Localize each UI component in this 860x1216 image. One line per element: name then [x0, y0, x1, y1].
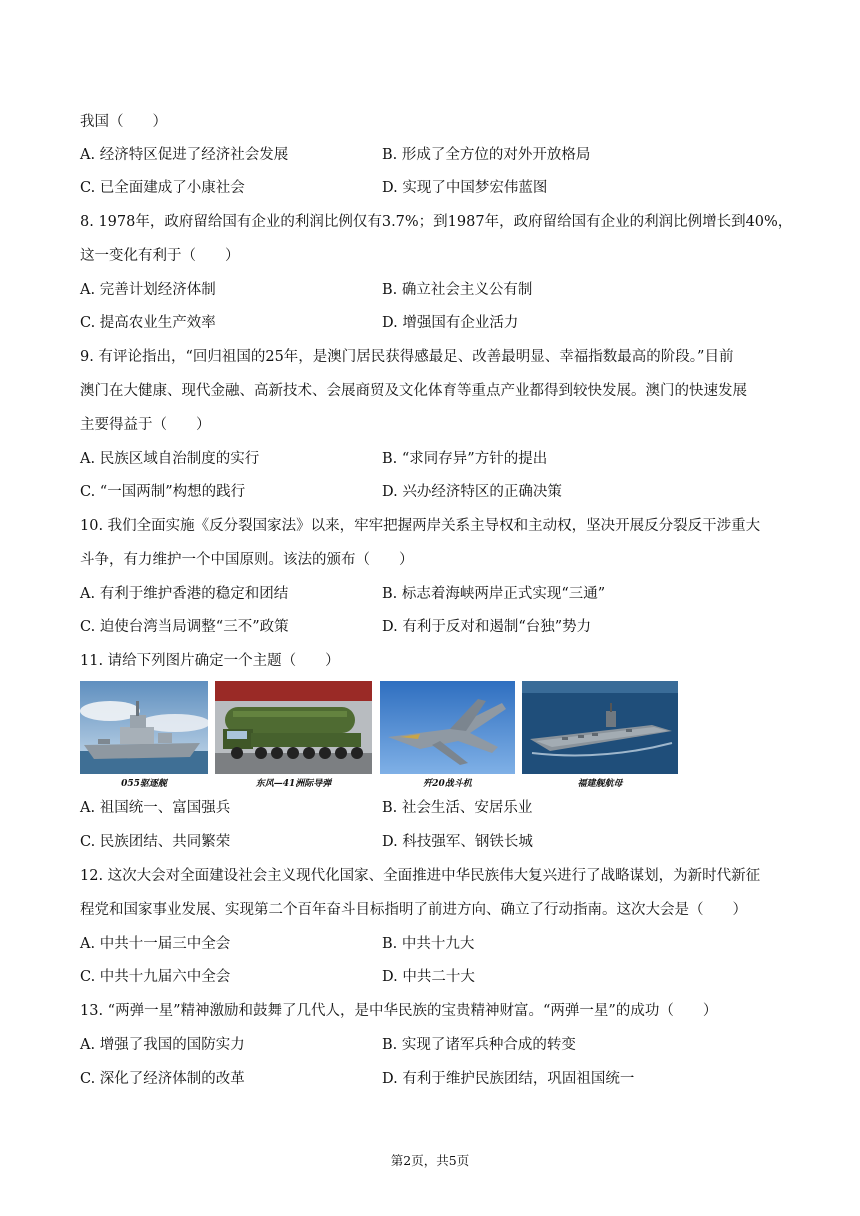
destroyer-ship-icon — [80, 681, 208, 774]
q11-option-a[interactable]: A. 祖国统一、富国强兵 — [80, 800, 231, 816]
q11-image-3 — [380, 681, 515, 789]
q10-option-a[interactable]: A. 有利于维护香港的稳定和团结 — [80, 586, 289, 602]
page-footer: 第2页，共5页 — [390, 1153, 470, 1168]
q7-option-d[interactable]: D. 实现了中国梦宏伟蓝图 — [382, 180, 548, 196]
q11-options-row-2 — [80, 832, 780, 852]
q11-image-1 — [80, 681, 208, 789]
q11-options-row-1 — [80, 798, 780, 818]
q9-options-row-2 — [80, 482, 780, 502]
q7-option-c[interactable]: C. 已全面建成了小康社会 — [80, 180, 245, 196]
q11-option-c[interactable]: C. 民族团结、共同繁荣 — [80, 834, 231, 850]
q8-options-row-1 — [80, 280, 780, 300]
q12-option-b[interactable]: B. 中共十九大 — [382, 936, 475, 952]
q7-options-row-2 — [80, 178, 780, 198]
q9-options-row-1 — [80, 449, 780, 469]
q9-option-b[interactable]: B. “求同存异”方针的提出 — [382, 451, 548, 467]
q10-options-row-1 — [80, 584, 780, 604]
q9-option-a[interactable]: A. 民族区域自治制度的实行 — [80, 451, 260, 467]
q11-image-4-caption: 福建舰航母 — [577, 779, 623, 789]
q10-stem-line-2: 斗争，有力维护一个中国原则。该法的颁布（ ） — [80, 552, 414, 568]
q8-option-d[interactable]: D. 增强国有企业活力 — [382, 315, 519, 331]
q9-stem-line-1: 9. 有评论指出，“回归祖国的25年，是澳门居民获得感最足、改善最明显、幸福指数最高的阶段。”目前 — [80, 349, 734, 365]
q8-option-a[interactable]: A. 完善计划经济体制 — [80, 282, 216, 298]
q11-stem: 11. 请给下列图片确定一个主题（ ） — [80, 653, 340, 669]
q10-stem-line-1: 10. 我们全面实施《反分裂国家法》以来，牢牢把握两岸关系主导权和主动权，坚决开展反分裂反干涉重大 — [80, 518, 761, 534]
q11-image-4 — [522, 681, 678, 789]
q12-options-row-1 — [80, 934, 780, 954]
q7-options-row-1 — [80, 145, 780, 165]
q7-option-a[interactable]: A. 经济特区促进了经济社会发展 — [80, 147, 289, 163]
q9-stem-line-2: 澳门在大健康、现代金融、高新技术、会展商贸及文化体育等重点产业都得到较快发展。澳门的快速发展 — [80, 383, 747, 399]
q9-stem-line-3: 主要得益于（ ） — [80, 417, 211, 433]
q10-option-b[interactable]: B. 标志着海峡两岸正式实现“三通” — [382, 586, 606, 602]
q12-option-c[interactable]: C. 中共十九届六中全会 — [80, 969, 231, 985]
q8-options-row-2 — [80, 313, 780, 333]
q9-option-c[interactable]: C. “一国两制”构想的践行 — [80, 484, 246, 500]
q11-image-2 — [215, 681, 372, 789]
q12-stem-line-2: 程党和国家事业发展、实现第二个百年奋斗目标指明了前进方向、确立了行动指南。这次大会是（ ） — [80, 902, 747, 918]
q8-option-b[interactable]: B. 确立社会主义公有制 — [382, 282, 533, 298]
q12-options-row-2 — [80, 967, 780, 987]
q13-options-row-1 — [80, 1035, 780, 1055]
fighter-jet-icon — [380, 681, 515, 774]
q13-option-a[interactable]: A. 增强了我国的国防实力 — [80, 1037, 245, 1053]
q9-option-d[interactable]: D. 兴办经济特区的正确决策 — [382, 484, 562, 500]
q7-stem-tail: 我国（ ） — [80, 114, 167, 130]
q8-stem-line-2: 这一变化有利于（ ） — [80, 248, 240, 264]
q8-stem-line-1: 8. 1978年，政府留给国有企业的利润比例仅有3.7%；到1987年，政府留给国有企业的利润比例增长到40%， — [80, 214, 793, 230]
q10-option-d[interactable]: D. 有利于反对和遏制“台独”势力 — [382, 619, 592, 635]
q13-options-row-2 — [80, 1069, 780, 1089]
q13-stem: 13. “两弹一星”精神激励和鼓舞了几代人，是中华民族的宝贵精神财富。“两弹一星”的成功（ ） — [80, 1003, 718, 1019]
aircraft-carrier-icon — [522, 681, 678, 774]
q12-option-a[interactable]: A. 中共十一届三中全会 — [80, 936, 231, 952]
q11-image-2-caption: 东风—41洲际导弹 — [255, 779, 332, 789]
q13-option-c[interactable]: C. 深化了经济体制的改革 — [80, 1071, 245, 1087]
q8-option-c[interactable]: C. 提高农业生产效率 — [80, 315, 216, 331]
q11-image-1-caption: 055驱逐舰 — [121, 779, 167, 789]
q13-option-d[interactable]: D. 有利于维护民族团结，巩固祖国统一 — [382, 1071, 635, 1087]
q11-image-3-caption: 歼20战斗机 — [423, 779, 472, 789]
q12-stem-line-1: 12. 这次大会对全面建设社会主义现代化国家、全面推进中华民族伟大复兴进行了战略谋划，为新时代新征 — [80, 868, 761, 884]
q12-option-d[interactable]: D. 中共二十大 — [382, 969, 475, 985]
q11-option-d[interactable]: D. 科技强军、钢铁长城 — [382, 834, 533, 850]
q11-option-b[interactable]: B. 社会生活、安居乐业 — [382, 800, 533, 816]
q13-option-b[interactable]: B. 实现了诸军兵种合成的转变 — [382, 1037, 576, 1053]
q7-option-b[interactable]: B. 形成了全方位的对外开放格局 — [382, 147, 591, 163]
missile-launcher-truck-icon — [215, 681, 372, 774]
q10-option-c[interactable]: C. 迫使台湾当局调整“三不”政策 — [80, 619, 289, 635]
q10-options-row-2 — [80, 617, 780, 637]
